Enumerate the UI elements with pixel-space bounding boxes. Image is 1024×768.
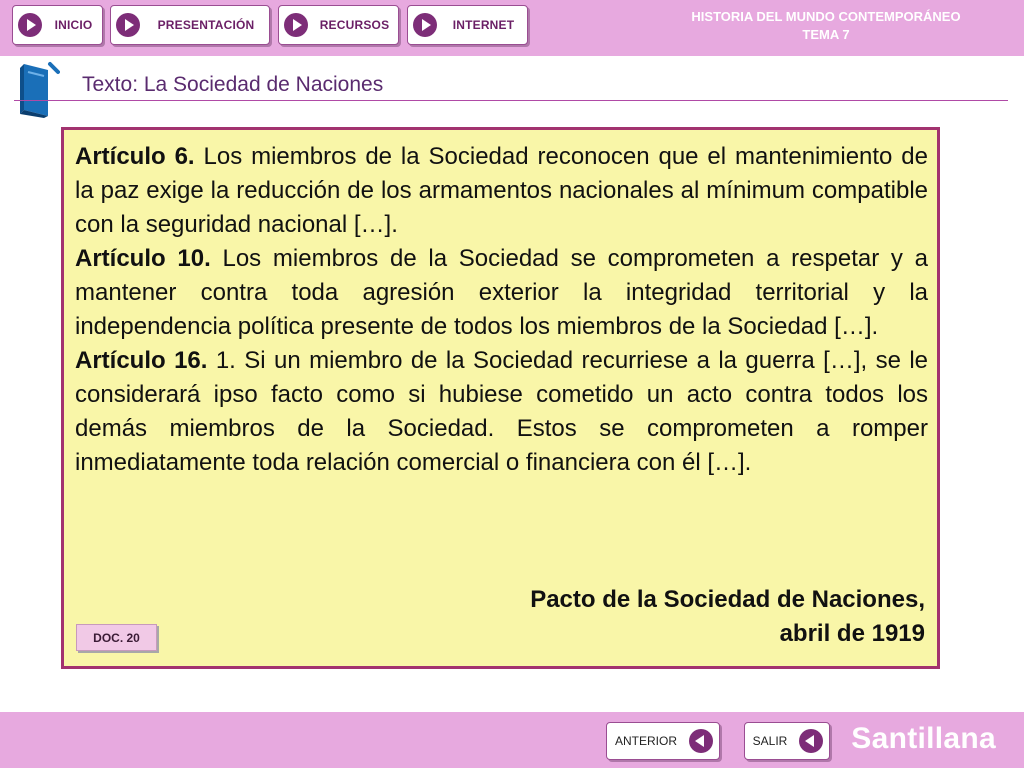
article-body: 1. Si un miembro de la Sociedad recurriese a la guerra […], se le considerará ipso facto como si hubiese cometido un acto contra todos los demás miembros de la Sociedad. Estos se comprometen a romper inmediatamente toda relación comercial o financiera con él […]. (75, 347, 929, 476)
article-heading: Artículo 16. (75, 347, 208, 374)
doc-label-button[interactable]: DOC. 20 (76, 624, 157, 651)
article-10 (75, 242, 928, 344)
internet-label: INTERNET (452, 18, 515, 32)
document-card (61, 127, 940, 669)
play-icon (18, 13, 42, 37)
top-navigation-bar (0, 0, 1024, 56)
title-divider (14, 100, 1008, 101)
salir-label: SALIR (752, 734, 788, 748)
play-icon (413, 13, 437, 37)
publisher-logo: Santillana (851, 722, 996, 755)
course-title (646, 8, 1006, 44)
article-heading: Artículo 10. (75, 245, 211, 272)
section-title: Texto: La Sociedad de Naciones (82, 73, 384, 96)
bottom-bar (0, 712, 1024, 768)
presentacion-button[interactable] (110, 5, 270, 45)
article-heading: Artículo 6. (75, 143, 195, 170)
document-source (530, 583, 925, 651)
back-arrow-icon (799, 729, 823, 753)
inicio-label: INICIO (54, 18, 93, 32)
recursos-button[interactable] (278, 5, 399, 45)
article-body: Los miembros de la Sociedad se comprometen a respetar y a mantener contra toda agresión exterior la integridad territorial y la independencia política presente de todos los miembros de la Sociedad […]. (75, 245, 929, 340)
salir-button[interactable] (744, 722, 830, 760)
play-icon (284, 13, 308, 37)
play-icon (116, 13, 140, 37)
article-16 (75, 344, 928, 480)
back-arrow-icon (689, 729, 713, 753)
anterior-label: ANTERIOR (614, 734, 677, 748)
recursos-label: RECURSOS (319, 18, 390, 32)
inicio-button[interactable] (12, 5, 103, 45)
course-subject: HISTORIA DEL MUNDO CONTEMPORÁNEO (691, 9, 961, 24)
course-unit: TEMA 7 (802, 27, 850, 42)
document-text (75, 140, 928, 480)
anterior-button[interactable] (606, 722, 720, 760)
source-date: abril de 1919 (779, 620, 925, 647)
presentacion-label: PRESENTACIÓN (157, 18, 255, 32)
source-title: Pacto de la Sociedad de Naciones, (530, 586, 925, 613)
article-body: Los miembros de la Sociedad reconocen que el mantenimiento de la paz exige la reducción de los armamentos nacionales al mínimum compatible con la seguridad nacional […]. (75, 143, 929, 238)
book-icon (14, 60, 60, 120)
internet-button[interactable] (407, 5, 528, 45)
article-6 (75, 140, 928, 242)
